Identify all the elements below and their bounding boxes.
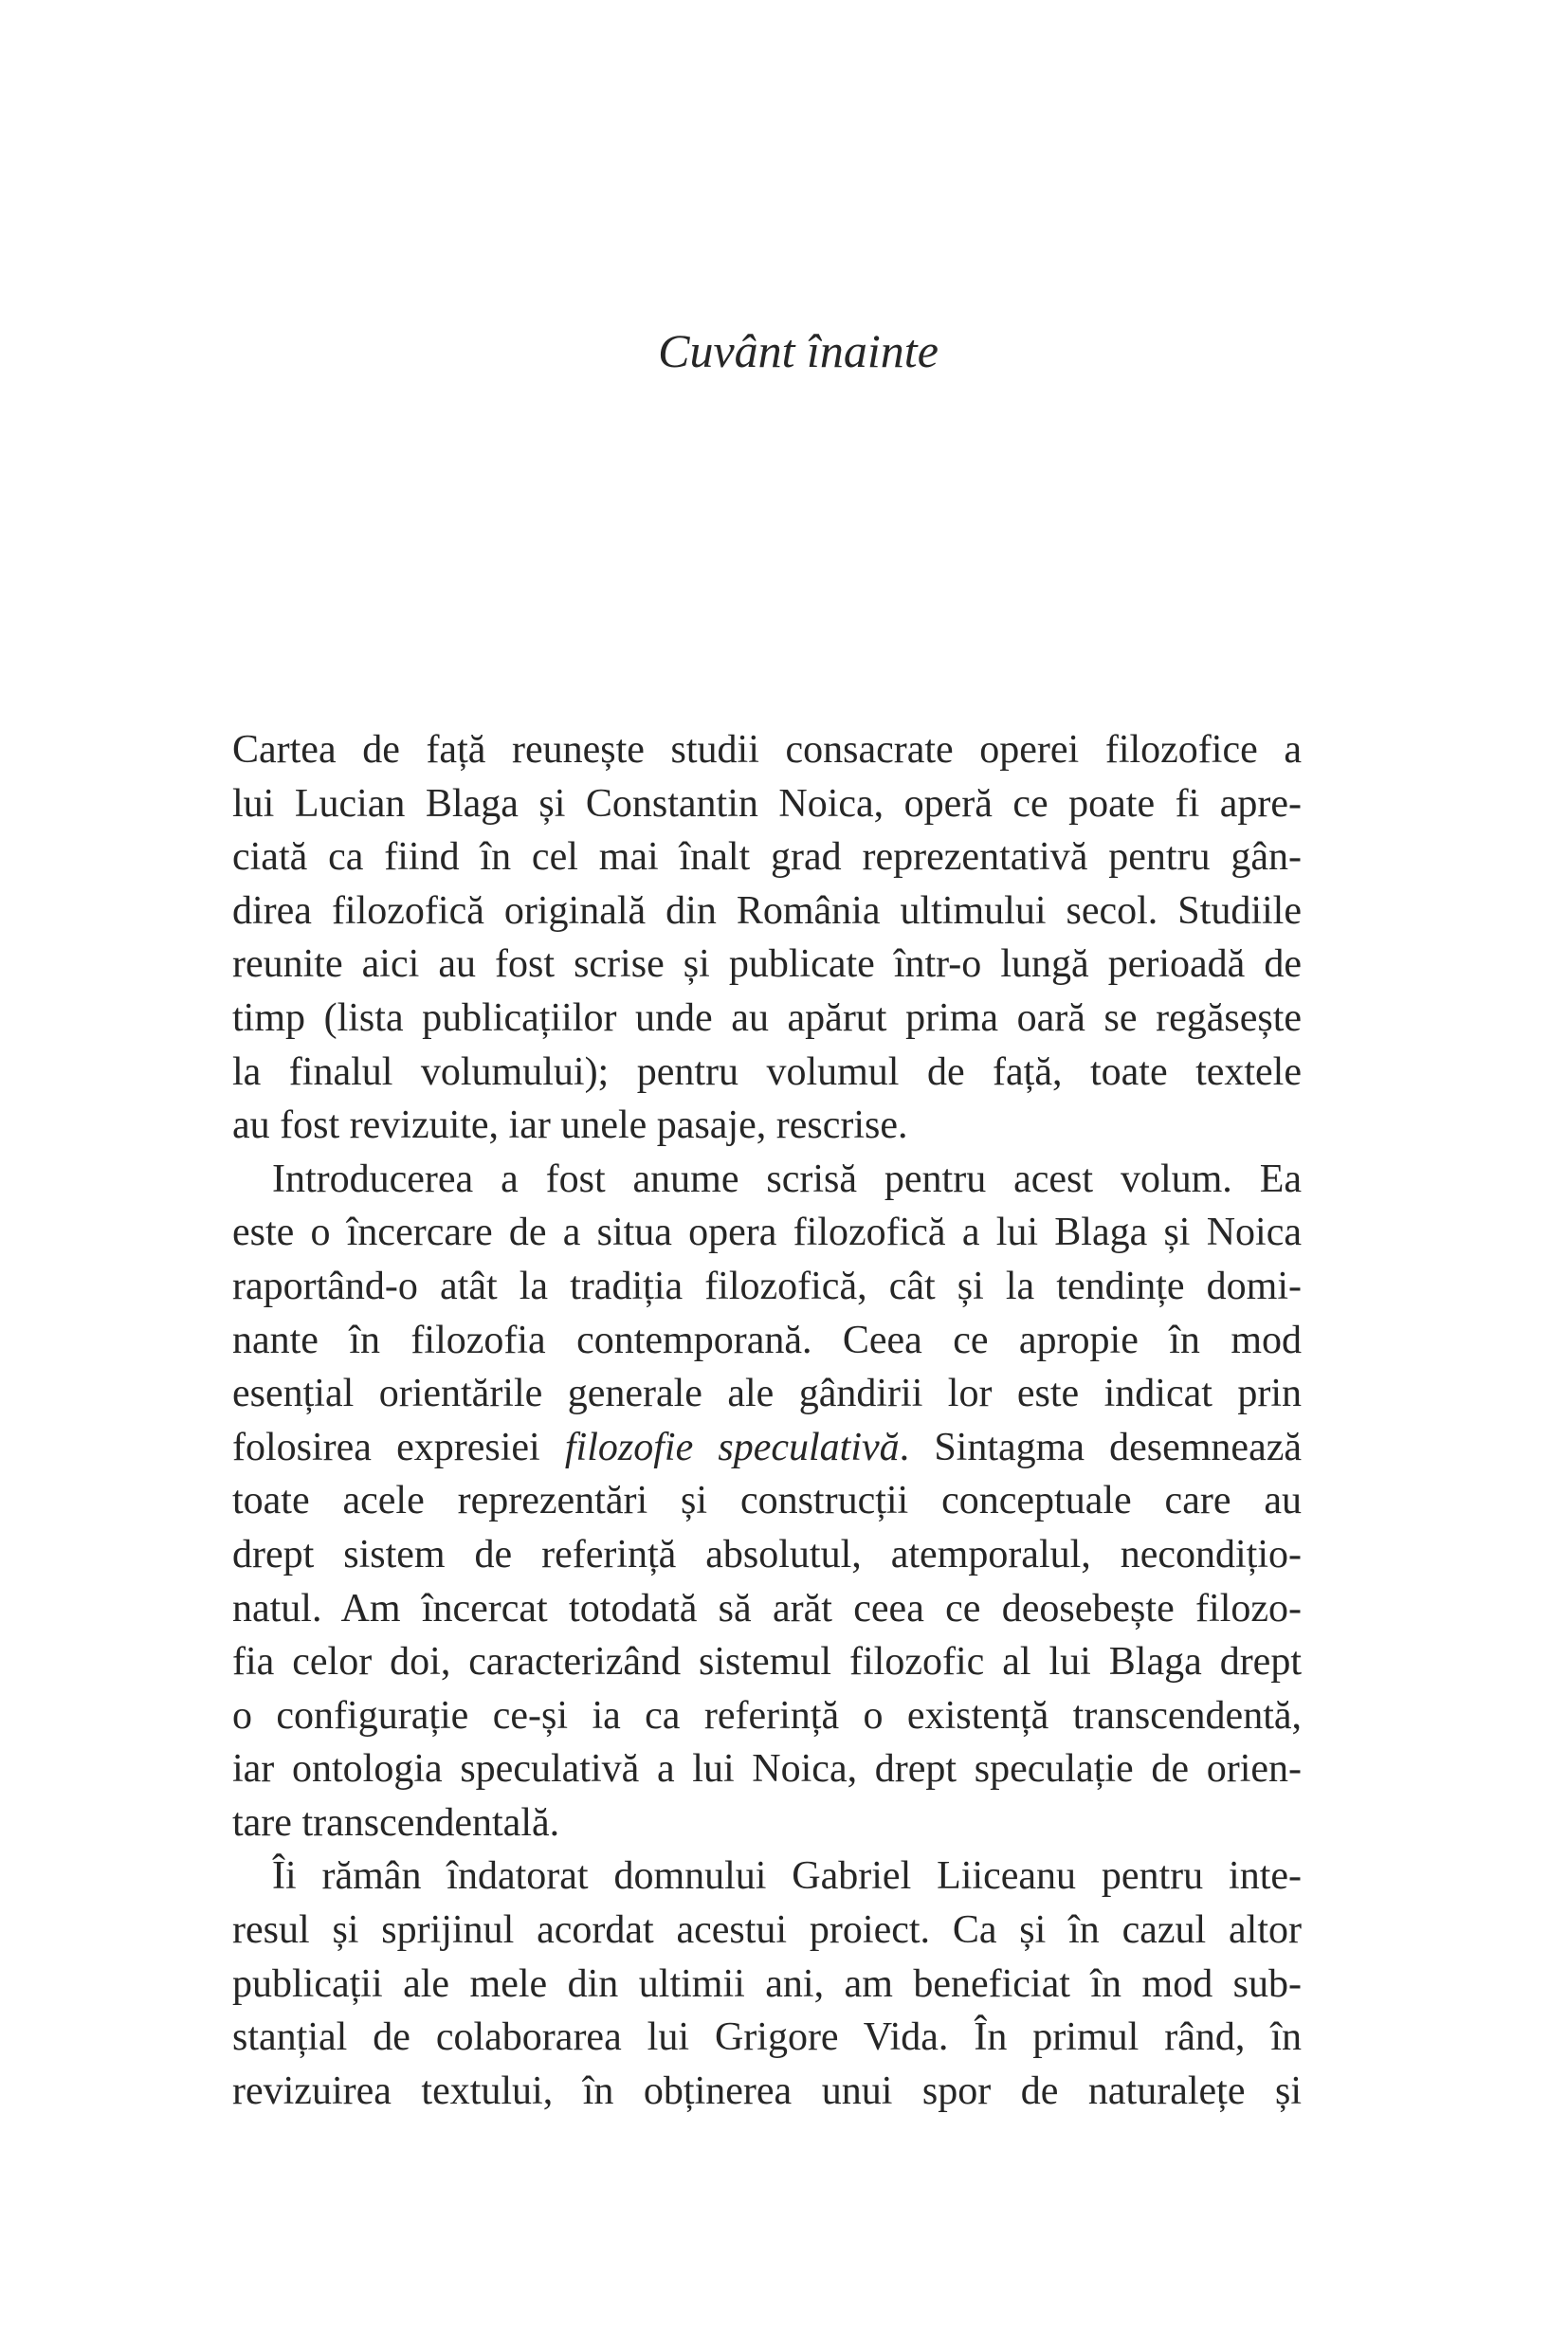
text-line: raportând-o atât la tradiția filozofică, cât și la tendințe domi-	[232, 1264, 1302, 1308]
text-segment: folosirea expresiei	[232, 1425, 565, 1469]
text-line: Introducerea a fost anume scrisă pentru acest volum. Ea	[272, 1157, 1302, 1201]
text-line: este o încercare de a situa opera filozofică a lui Blaga și Noica	[232, 1211, 1302, 1255]
text-line: Îi rămân îndatorat domnului Gabriel Liiceanu pentru inte-	[272, 1854, 1302, 1899]
text-line: lui Lucian Blaga și Constantin Noica, operă ce poate fi apre-	[232, 781, 1302, 826]
text-line-with-italic	[232, 1421, 1302, 1475]
text-line: stanțial de colaborarea lui Grigore Vida. În primul rând, în	[232, 2015, 1302, 2060]
text-line: nante în filozofia contemporană. Ceea ce apropie în mod	[232, 1318, 1302, 1362]
text-line: direa filozofică originală din România ultimului secol. Studiile	[232, 888, 1302, 933]
paragraph-2	[232, 1153, 1302, 1850]
text-line: drept sistem de referință absolutul, atemporalul, necondițio-	[232, 1532, 1302, 1576]
text-line: revizuirea textului, în obținerea unui spor de naturalețe și	[232, 2069, 1302, 2113]
text-segment: . Sintagma desemnează	[899, 1425, 1302, 1469]
text-line: toate acele reprezentări și construcții conceptuale care au	[232, 1479, 1302, 1523]
text-line: ciată ca fiind în cel mai înalt grad reprezentativă pentru gân-	[232, 835, 1302, 880]
text-line: natul. Am încercat totodată să arăt ceea ce deosebește filozo-	[232, 1586, 1302, 1631]
text-line: esențial orientările generale ale gândirii lor este indicat prin	[232, 1372, 1302, 1416]
text-line: resul și sprijinul acordat acestui proiect. Ca și în cazul altor	[232, 1908, 1302, 1953]
text-line: fia celor doi, caracterizând sistemul filozofic al lui Blaga drept	[232, 1640, 1302, 1685]
text-line: au fost revizuite, iar unele pasaje, rescrise.	[232, 1103, 908, 1148]
paragraph-3	[232, 1850, 1302, 2118]
text-line: publicații ale mele din ultimii ani, am beneficiat în mod sub-	[232, 1961, 1302, 2006]
text-line: o configurație ce-și ia ca referință o existență transcendentă,	[232, 1693, 1302, 1738]
body-text	[232, 723, 1302, 2118]
paragraph-1	[232, 723, 1302, 1153]
text-line: Cartea de față reunește studii consacrate operei filozofice a	[232, 728, 1302, 772]
chapter-title: Cuvânt înainte	[658, 324, 939, 377]
text-line: iar ontologia speculativă a lui Noica, drept speculație de orien-	[232, 1747, 1302, 1792]
text-line: la finalul volumului); pentru volumul de față, toate textele	[232, 1049, 1302, 1094]
text-line: timp (lista publicațiilor unde au apărut prima oară se regăsește	[232, 995, 1302, 1040]
text-line: tare transcendentală.	[232, 1800, 560, 1845]
text-line: reunite aici au fost scrise și publicate într-o lungă perioadă de	[232, 942, 1302, 987]
italic-phrase: filozofie speculativă	[564, 1425, 900, 1469]
